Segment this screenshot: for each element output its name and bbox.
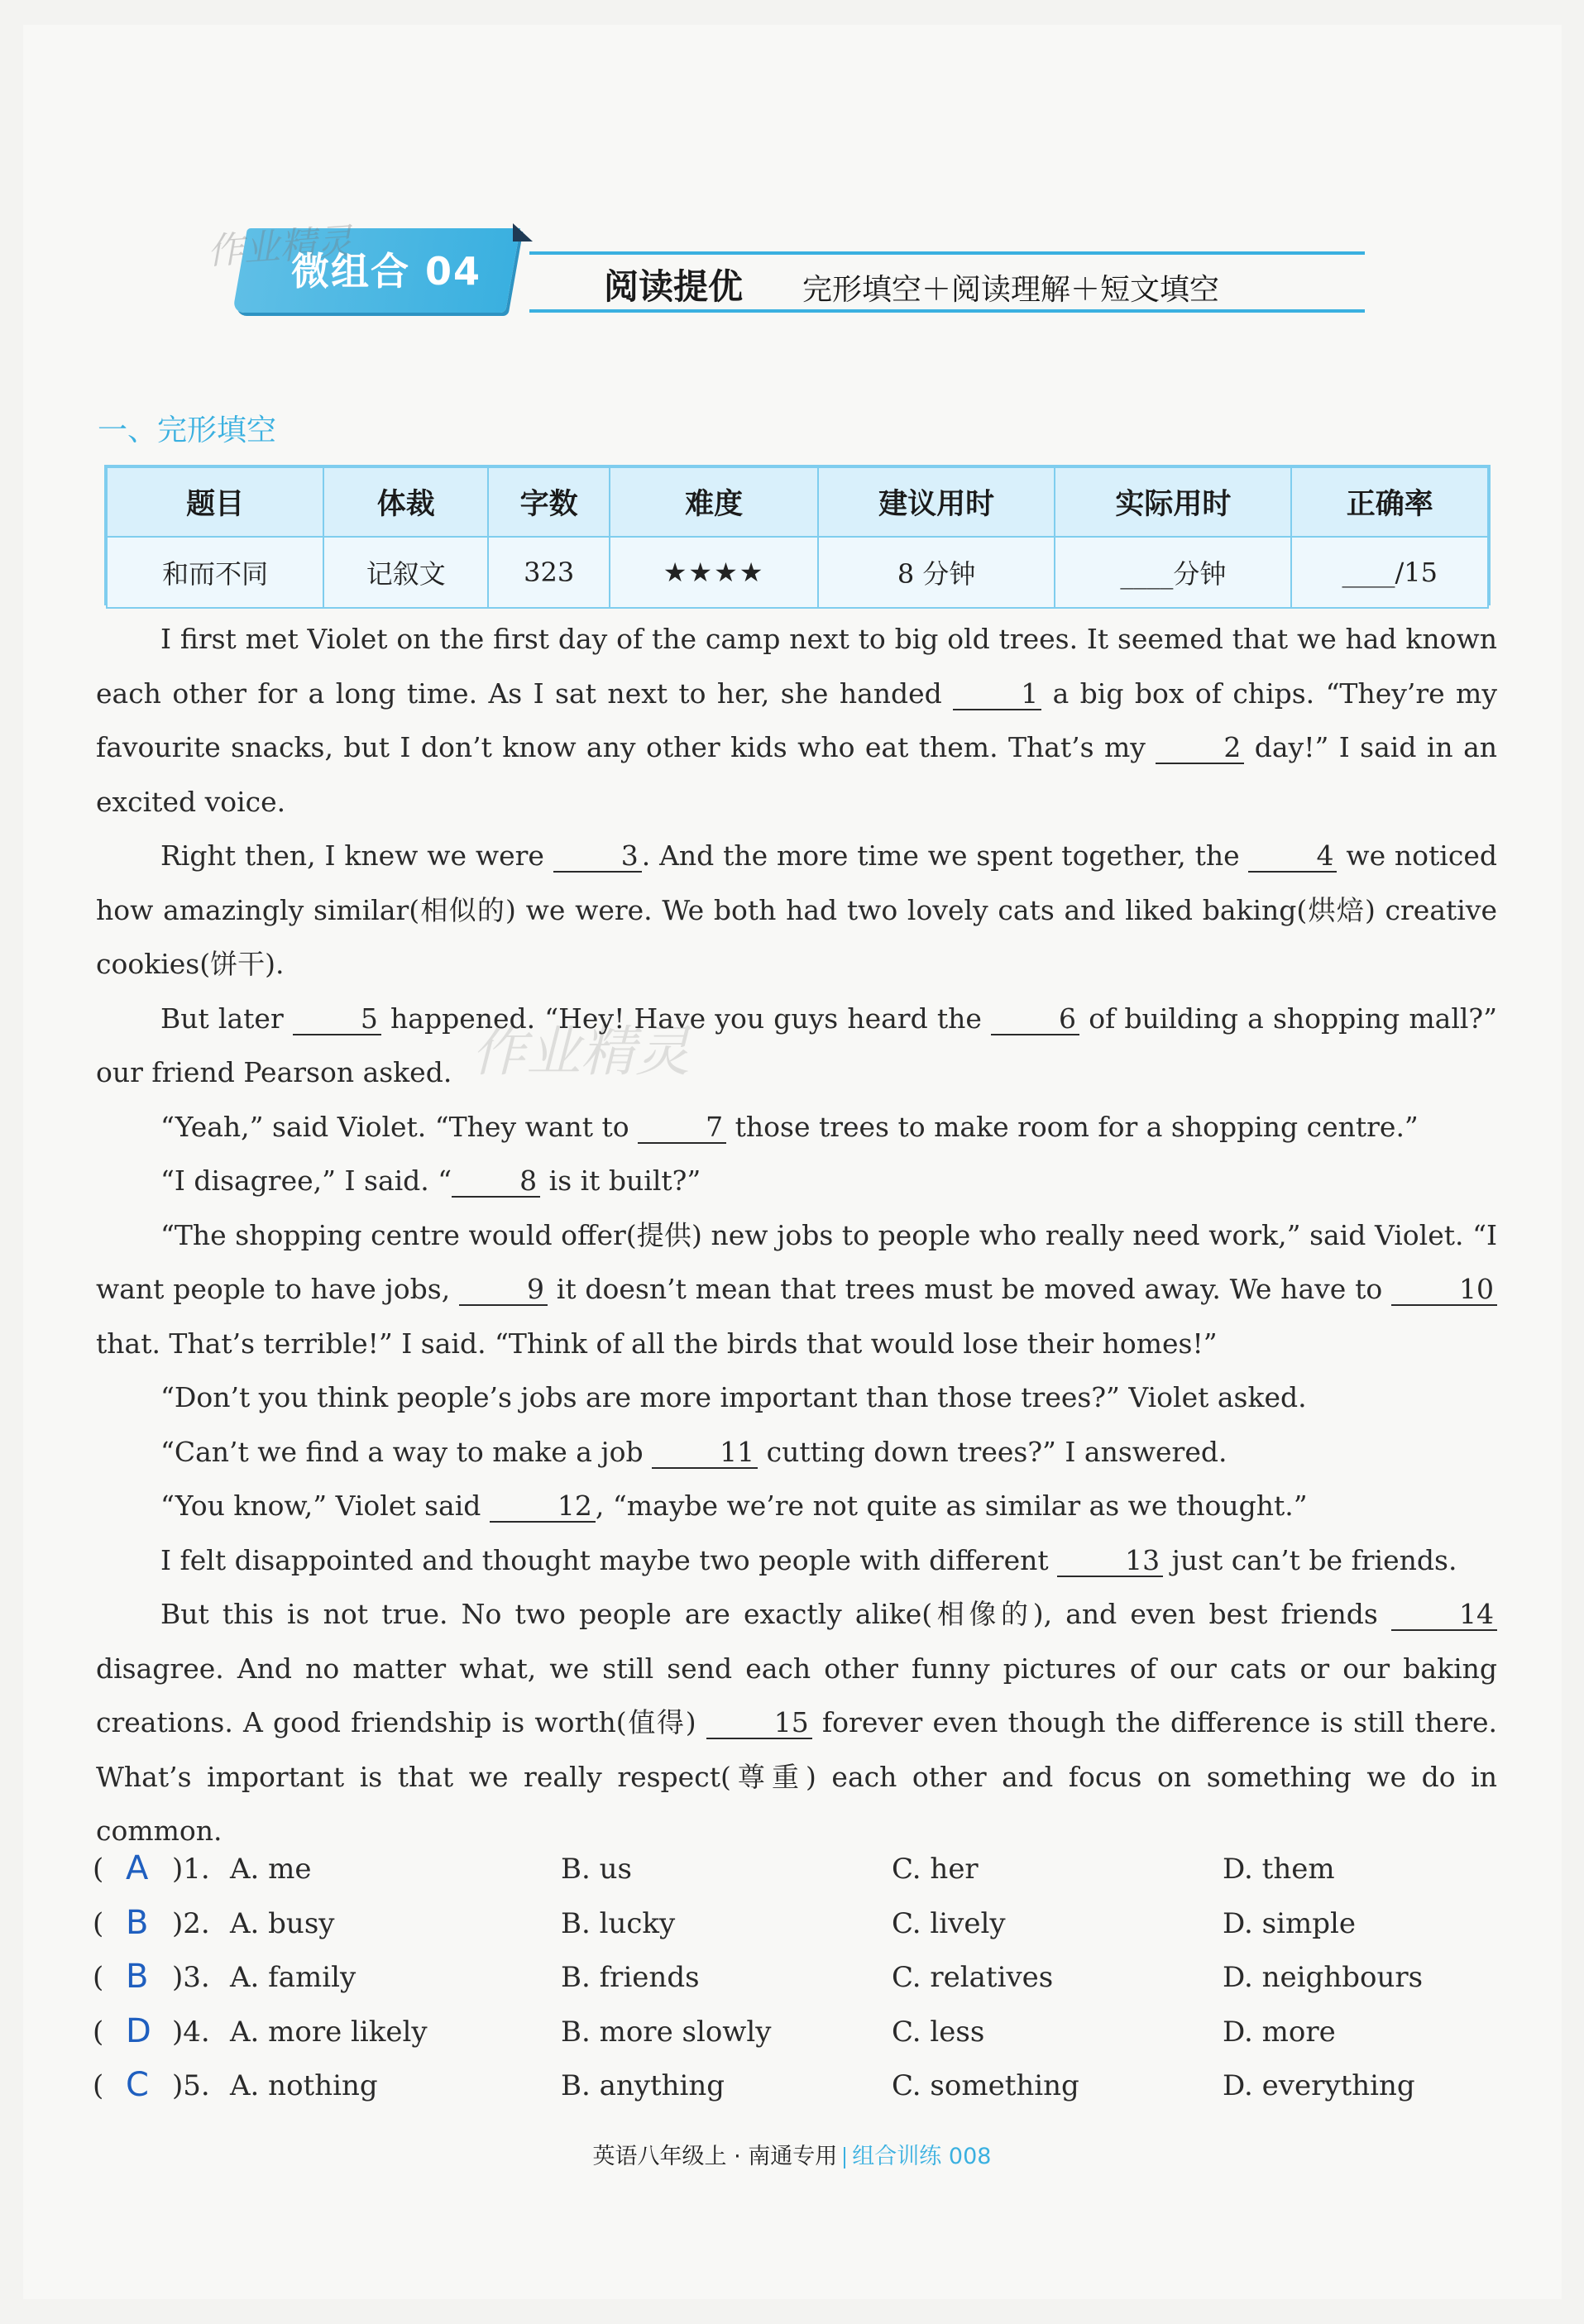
paragraph: “I disagree,” I said. “ 8 is it built?”: [160, 1164, 701, 1197]
banner-tab-label: 微组合 04: [291, 249, 482, 294]
blank-15[interactable]: 15: [706, 1708, 812, 1739]
footer-series: 组合训练: [852, 2144, 942, 2169]
blank-14[interactable]: 14: [1391, 1600, 1497, 1631]
info-header-cell: 题目: [107, 467, 323, 537]
question-row: [93, 2011, 1499, 2070]
paragraph: But this is not true. No two people are exactly alike(相像的), and even best friends 14 disagree. And no matter what, we still send each other funny pictures of our cats or our baking creations. A good friendship is worth(值得) 15 forever even though the difference is still there. What’s important is that we really respect(尊重) each other and focus on something we do in common.: [96, 1598, 1497, 1847]
blank-8[interactable]: 8: [452, 1166, 540, 1198]
info-topic: 和而不同: [107, 537, 323, 608]
cloze-passage: [96, 612, 1497, 1858]
info-header-cell: 字数: [488, 467, 610, 537]
paren: (: [93, 1853, 104, 1886]
question-row: [93, 1903, 1499, 1962]
banner-rule-top: [529, 251, 1365, 255]
info-header-cell: 建议用时: [818, 467, 1055, 537]
blank-1[interactable]: 1: [953, 679, 1041, 710]
paren: (: [93, 2015, 104, 2049]
option-d[interactable]: D. them: [1223, 1853, 1335, 1886]
option-a[interactable]: A. busy: [230, 1906, 335, 1940]
option-a[interactable]: A. more likely: [230, 2015, 428, 2049]
question-list: [93, 1849, 1499, 2124]
option-b[interactable]: B. more slowly: [561, 2015, 772, 2049]
paragraph: “The shopping centre would offer(提供) new jobs to people who really need work,” said Violet. “I want people to have jobs, 9 it doesn’t mean that trees must be moved away. We have to 10 that. That’s terrible!” I said. “Think of all the birds that would lose their homes!”: [96, 1218, 1497, 1360]
question-row: [93, 2066, 1499, 2124]
option-a[interactable]: A. family: [230, 1961, 357, 1994]
info-accuracy: ____/15: [1291, 537, 1488, 608]
option-b[interactable]: B. us: [561, 1853, 632, 1886]
answer-mark: B: [126, 1958, 149, 1996]
footer-divider: [844, 2147, 845, 2169]
blank-10[interactable]: 10: [1391, 1274, 1497, 1306]
option-c[interactable]: C. lively: [892, 1906, 1006, 1940]
blank-7[interactable]: 7: [638, 1112, 726, 1144]
paragraph: “Don’t you think people’s jobs are more important than those trees?” Violet asked.: [160, 1381, 1307, 1413]
option-d[interactable]: D. everything: [1223, 2069, 1415, 2102]
section-banner: [205, 220, 1365, 318]
question-row: [93, 1958, 1499, 2016]
paragraph: But later 5 happened. “Hey! Have you guys heard the 6 of building a shopping mall?” our friend Pearson asked.: [96, 1002, 1497, 1088]
banner-rule-bottom: [529, 309, 1365, 313]
question-number: )1.: [172, 1853, 210, 1886]
option-c[interactable]: C. something: [892, 2069, 1079, 2102]
paren: (: [93, 2069, 104, 2102]
option-b[interactable]: B. friends: [561, 1961, 700, 1994]
option-d[interactable]: D. neighbours: [1223, 1961, 1424, 1994]
blank-5[interactable]: 5: [293, 1004, 381, 1035]
question-number: )3.: [172, 1961, 210, 1994]
option-c[interactable]: C. relatives: [892, 1961, 1054, 1994]
answer-mark: B: [126, 1903, 149, 1942]
question-row: [93, 1849, 1499, 1907]
question-number: )2.: [172, 1906, 210, 1940]
info-table-value-row: [107, 537, 1488, 608]
question-number: )5.: [172, 2069, 210, 2102]
blank-3[interactable]: 3: [553, 841, 642, 873]
option-a[interactable]: A. me: [230, 1853, 312, 1886]
option-a[interactable]: A. nothing: [230, 2069, 378, 2102]
blank-9[interactable]: 9: [459, 1274, 548, 1306]
answer-mark: D: [126, 2011, 151, 2050]
paragraph: I felt disappointed and thought maybe two people with different 13 just can’t be friends.: [160, 1543, 1457, 1576]
question-number: )4.: [172, 2015, 210, 2049]
paragraph: Right then, I knew we were 3 . And the more time we spent together, the 4 we noticed how amazingly similar(相似的) we were. We both had two lovely cats and liked baking(烘焙) creative cookies(饼干).: [96, 839, 1497, 980]
option-d[interactable]: D. more: [1223, 2015, 1336, 2049]
option-c[interactable]: C. her: [892, 1853, 979, 1886]
paragraph: “Yeah,” said Violet. “They want to 7 those trees to make room for a shopping centre.”: [160, 1110, 1419, 1143]
option-d[interactable]: D. simple: [1223, 1906, 1356, 1940]
section-title: 一、完形填空: [98, 414, 277, 447]
info-header-cell: 实际用时: [1055, 467, 1291, 537]
page-footer: [0, 2138, 1584, 2170]
answer-mark: A: [126, 1849, 149, 1887]
info-table: [104, 465, 1491, 605]
paragraph: “You know,” Violet said 12 , “maybe we’re not quite as similar as we thought.”: [160, 1490, 1308, 1522]
option-b[interactable]: B. lucky: [561, 1906, 676, 1940]
paragraph: “Can’t we find a way to make a job 11 cutting down trees?” I answered.: [160, 1435, 1227, 1468]
option-c[interactable]: C. less: [892, 2015, 985, 2049]
blank-6[interactable]: 6: [991, 1004, 1079, 1035]
page-number: 008: [948, 2144, 992, 2169]
info-suggested-time: 8 分钟: [818, 537, 1055, 608]
option-b[interactable]: B. anything: [561, 2069, 725, 2102]
banner-subtitle: 完形填空＋阅读理解＋短文填空: [802, 273, 1220, 307]
paren: (: [93, 1906, 104, 1940]
banner-corner: [513, 223, 533, 241]
blank-4[interactable]: 4: [1248, 841, 1337, 873]
info-genre: 记叙文: [323, 537, 488, 608]
blank-13[interactable]: 13: [1057, 1546, 1163, 1577]
answer-mark: C: [126, 2066, 149, 2104]
watermark-text: 作业精灵: [471, 1020, 690, 1083]
watermark-logo: 作业精灵: [205, 220, 354, 274]
blank-2[interactable]: 2: [1156, 733, 1244, 764]
info-table-header-row: [107, 467, 1488, 537]
banner-title: 阅读提优: [604, 266, 744, 307]
info-header-cell: 难度: [610, 467, 818, 537]
footer-book-title: 英语八年级上 · 南通专用: [592, 2144, 838, 2169]
info-header-cell: 体裁: [323, 467, 488, 537]
info-word-count: 323: [488, 537, 610, 608]
paragraph: I first met Violet on the first day of the camp next to big old trees. It seemed that we had known each other for a long time. As I sat next to her, she handed 1 a big box of chips. “They’re my favourite snacks, but I don’t know any other kids who eat them. That’s my 2 day!” I said in an excited voice.: [96, 623, 1498, 818]
info-actual-time: ____分钟: [1055, 537, 1291, 608]
paren: (: [93, 1961, 104, 1994]
blank-11[interactable]: 11: [652, 1437, 758, 1469]
info-header-cell: 正确率: [1291, 467, 1488, 537]
info-difficulty-stars: ★★★★: [610, 537, 818, 608]
blank-12[interactable]: 12: [490, 1491, 596, 1523]
